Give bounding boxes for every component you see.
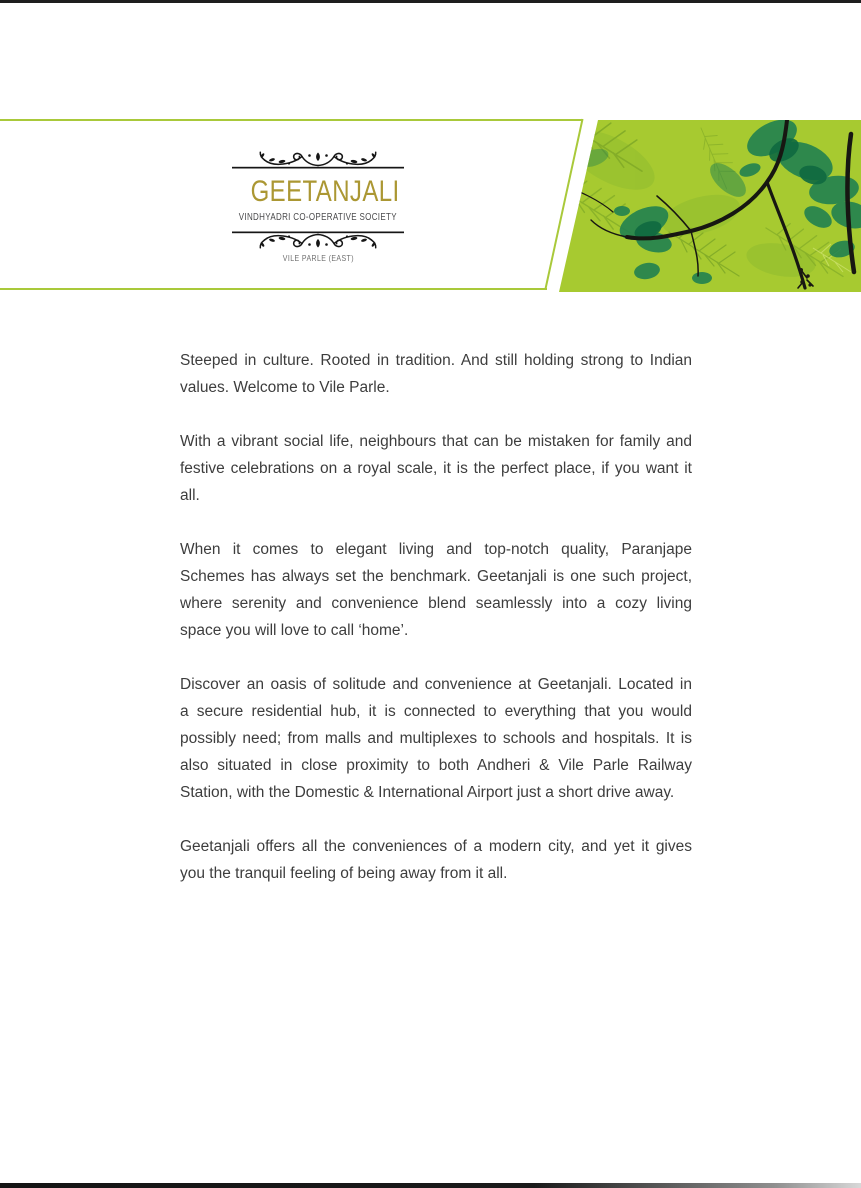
logo-flourish-top-icon	[232, 151, 404, 169]
logo-wordmark: GEETANJALI	[250, 175, 400, 208]
text-line: values. Welcome to Vile Parle.	[180, 379, 390, 396]
band-bottom-border	[0, 288, 547, 290]
text-line: possibly need; from malls and multiplexes to schools and hospitals. It is	[180, 730, 692, 747]
paragraph	[180, 536, 692, 644]
paragraph	[180, 833, 692, 887]
page-bottom-border	[0, 1183, 861, 1188]
leaf-photo-illustration	[551, 120, 861, 292]
text-line: festive celebrations on a royal scale, it is the perfect place, if you want it	[180, 460, 692, 477]
text-line: a secure residential hub, it is connected to everything that you would	[180, 703, 692, 720]
band-top-border	[0, 119, 583, 121]
text-line: Station, with the Domestic & International Airport just a short drive away.	[180, 784, 675, 801]
text-line: Discover an oasis of solitude and convenience at Geetanjali. Located in	[180, 676, 692, 693]
logo-subtitle: VINDHYADRI CO-OPERATIVE SOCIETY	[238, 212, 398, 223]
text-line: you the tranquil feeling of being away from it all.	[180, 865, 508, 882]
header-band	[0, 0, 861, 300]
text-line: Schemes has always set the benchmark. Geetanjali is one such project,	[180, 568, 692, 585]
text-line: where serenity and convenience blend seamlessly into a cozy living	[180, 595, 692, 612]
text-line: With a vibrant social life, neighbours that can be mistaken for family and	[180, 433, 692, 450]
text-line: all.	[180, 487, 200, 504]
text-line: Geetanjali offers all the conveniences of a modern city, and yet it gives	[180, 838, 692, 855]
paragraph	[180, 671, 692, 806]
logo-flourish-bottom-icon	[232, 231, 404, 249]
text-line: also situated in close proximity to both Andheri & Vile Parle Railway	[180, 757, 692, 774]
paragraph	[180, 428, 692, 509]
text-line: Steeped in culture. Rooted in tradition. And still holding strong to Indian	[180, 352, 692, 369]
leaf-photo	[0, 120, 861, 292]
logo-location: VILE PARLE (EAST)	[282, 253, 354, 263]
text-line: space you will love to call ‘home’.	[180, 622, 409, 639]
paragraph	[180, 347, 692, 401]
text-line: When it comes to elegant living and top-notch quality, Paranjape	[180, 541, 692, 558]
body-paragraphs	[180, 347, 692, 914]
